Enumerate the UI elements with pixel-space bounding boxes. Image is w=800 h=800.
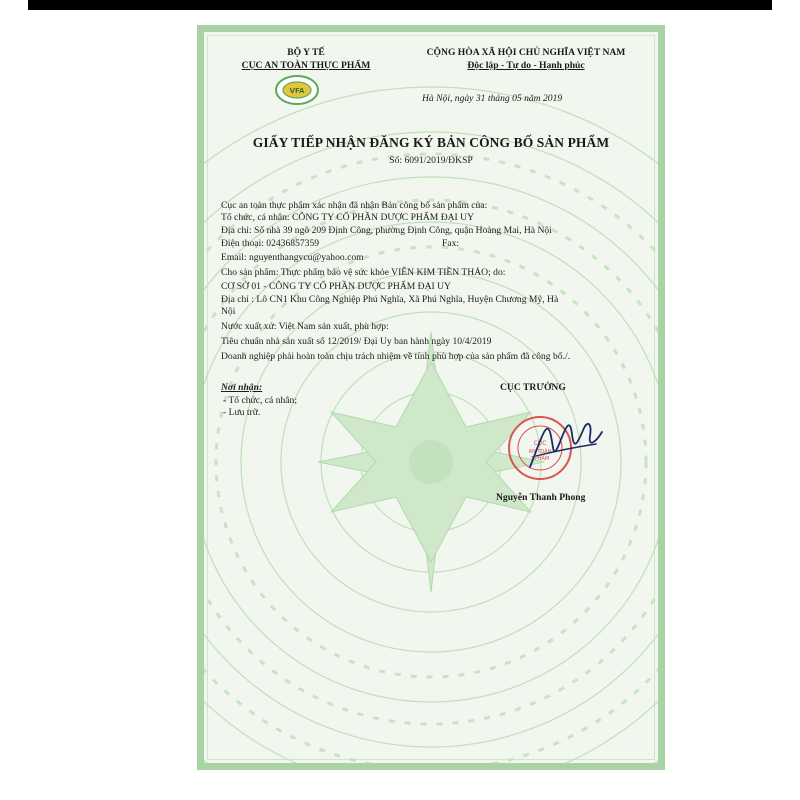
- origin-line: Nước xuất xứ: Việt Nam sản xuất, phù hợp:: [221, 321, 389, 332]
- product-line: Cho sản phẩm: Thực phẩm bảo vệ sức khỏe VIÊN KIM TIỀN THẢO; do:: [221, 267, 506, 278]
- signer-position: CỤC TRƯỞNG: [500, 382, 566, 393]
- recipient-item: - Tổ chức, cá nhân;: [223, 395, 298, 406]
- facility-address-line-2: Nội: [221, 306, 236, 317]
- national-motto: Độc lập - Tự do - Hạnh phúc: [467, 60, 585, 71]
- email-line: Email: nguyenthangvcu@yahoo.com: [221, 252, 364, 263]
- facility-address-line: Địa chỉ : Lô CN1 Khu Công Nghiệp Phú Nghĩa, Xã Phú Nghĩa, Huyện Chương Mỹ, Hà: [221, 294, 559, 305]
- recipient-item: - Lưu trữ.: [223, 407, 261, 418]
- standard-line: Tiêu chuẩn nhà sản xuất số 12/2019/ Đại Uy ban hành ngày 10/4/2019: [221, 336, 492, 347]
- agency-logo-icon: [274, 74, 320, 106]
- intro-line: Cục an toàn thực phẩm xác nhận đã nhận Bản công bố sản phẩm của:: [221, 200, 488, 211]
- organization-line: Tổ chức, cá nhân: CÔNG TY CỔ PHẦN DƯỢC PHẨM ĐẠI UY: [221, 212, 475, 223]
- ministry-name: BỘ Y TẾ: [287, 47, 325, 58]
- signer-name: Nguyễn Thanh Phong: [496, 492, 586, 503]
- facility-line: CƠ SỞ 01 - CÔNG TY CỔ PHẦN DƯỢC PHẨM ĐẠI UY: [221, 281, 451, 292]
- fax-line: Fax:: [442, 238, 460, 249]
- agency-name: CỤC AN TOÀN THỰC PHẨM: [241, 60, 371, 71]
- responsibility-line: Doanh nghiệp phải hoàn toàn chịu trách nhiệm về tính phù hợp của sản phẩm đã công bố./.: [221, 351, 571, 362]
- svg-text:T.PHẨM: T.PHẨM: [530, 456, 550, 462]
- svg-text:VFA: VFA: [289, 87, 305, 95]
- place-date: Hà Nội, ngày 31 tháng 05 năm 2019: [422, 93, 563, 104]
- svg-text:AN TOÀN: AN TOÀN: [528, 449, 552, 455]
- certificate-document: [197, 25, 665, 770]
- svg-text:CỤC: CỤC: [533, 440, 547, 447]
- handwritten-signature-icon: [526, 412, 606, 482]
- address-line: Địa chỉ: Số nhà 39 ngõ 209 Định Công, phường Định Công, quận Hoàng Mai, Hà Nội: [221, 225, 552, 236]
- top-black-bar: [28, 0, 772, 10]
- phone-line: Điện thoại: 02436857359: [221, 238, 320, 249]
- document-number: Số: 6091/2019/ĐKSP: [389, 155, 473, 166]
- document-title: GIẤY TIẾP NHẬN ĐĂNG KÝ BẢN CÔNG BỐ SẢN PHẨM: [252, 135, 610, 150]
- recipients-heading: Nơi nhận:: [221, 382, 263, 393]
- republic-name: CỘNG HÒA XÃ HỘI CHỦ NGHĨA VIỆT NAM: [426, 47, 626, 58]
